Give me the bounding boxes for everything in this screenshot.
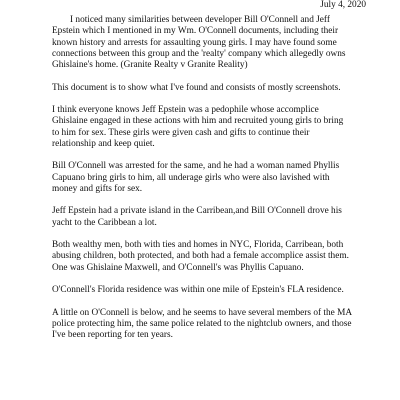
paragraph-oconnell: Bill O'Connell was arrested for the same, and he had a woman named Phyllis Capuano bring girls to him, all underage girls who were also lavished with money and gifts for sex.	[52, 161, 340, 194]
paragraph-similarities: Both wealthy men, both with ties and homes in NYC, Florida, Carribean, both abusing children, both protected, and both had a female accomplice assist them. One was Ghislaine Maxwell, and O'Connell's was Phyllis Capuano.	[52, 240, 349, 273]
paragraph-purpose: This document is to show what I've found and consists of mostly screenshots.	[52, 82, 341, 93]
paragraph-epstein: I think everyone knows Jeff Epstein was a pedophile whose accomplice Ghislaine engaged in these actions with him and recruited young girls to bring to him for sex. These girls were given cash and gifts to continue their relationship and keep quiet.	[52, 105, 344, 149]
paragraph-intro: I noticed many similarities between developer Bill O'Connell and Jeff Epstein which I mentioned in my Wm. O'Connell documents, including their known history and arrests for assaulting young girls. I may have found some connections between this group and the 'realty' company which allegedly owns Ghislaine's home. (Granite Realty v Granite Reality)	[52, 15, 346, 70]
paragraph-island: Jeff Epstein had a private island in the Carribean,and Bill O'Connell drove his yacht to the Caribbean a lot.	[52, 206, 342, 228]
document-date: July 4, 2020	[320, 0, 366, 10]
paragraph-residence: O'Connell's Florida residence was within one mile of Epstein's FLA residence.	[52, 285, 344, 295]
document-body	[52, 15, 352, 353]
paragraph-police: A little on O'Connell is below, and he seems to have several members of the MA police protecting him, the same police related to the nightclub owners, and those I've been reporting for ten years.	[52, 307, 352, 340]
